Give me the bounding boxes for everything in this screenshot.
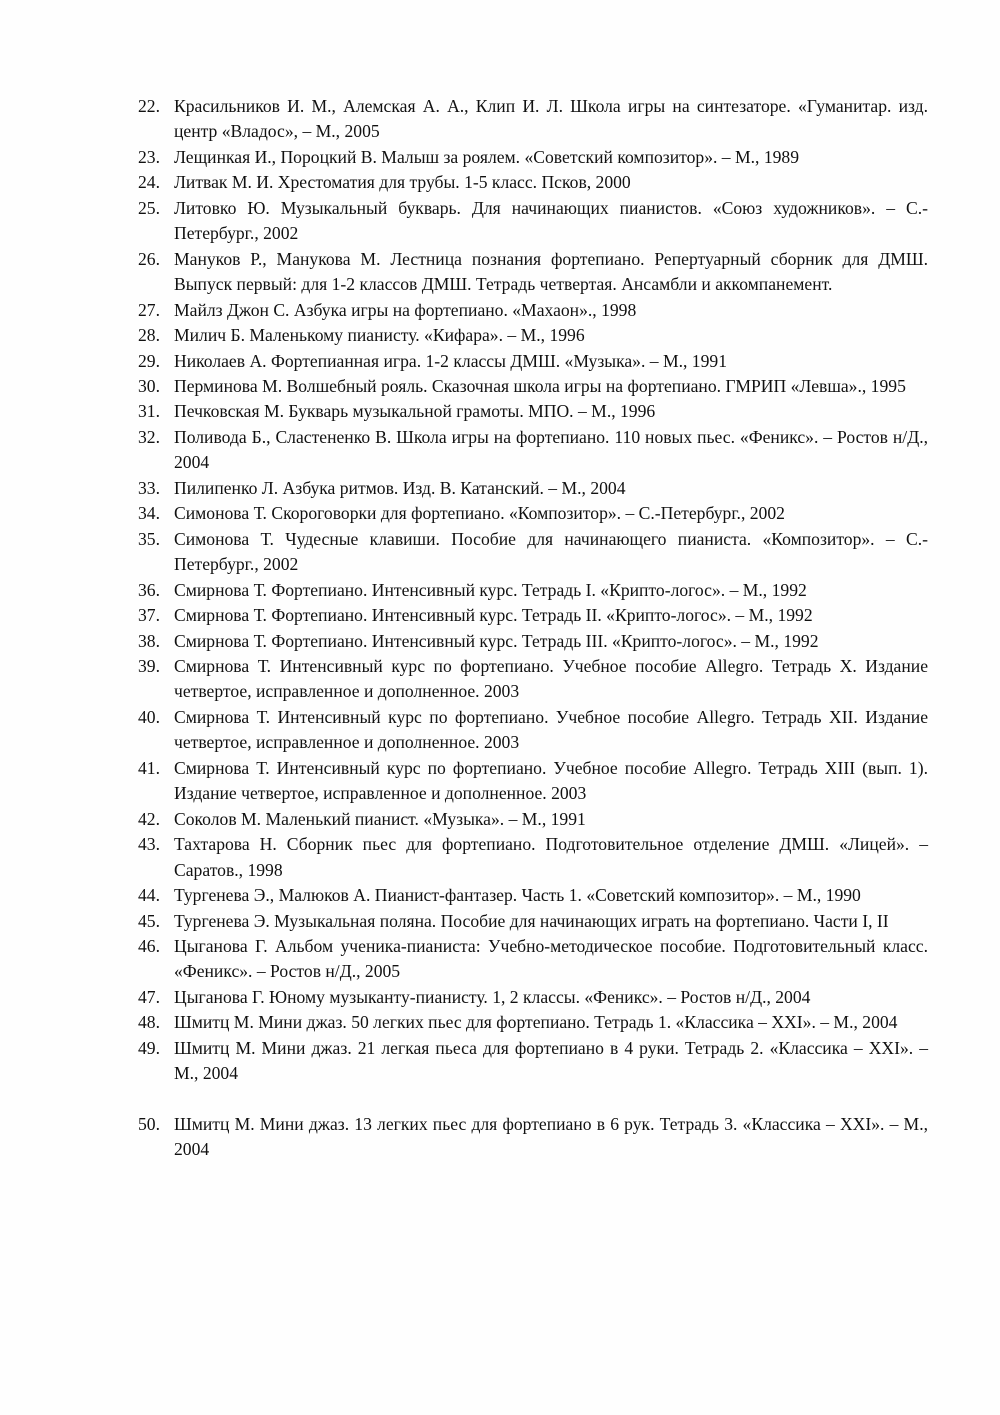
entry-number: 28. — [138, 325, 160, 346]
entry-number: 29. — [138, 350, 160, 371]
entry-number: 44. — [138, 885, 160, 906]
entry-text: Печковская М. Букварь музыкальной грамоты. МПО. – М., 1996 — [174, 401, 656, 422]
entry-number: 34. — [138, 503, 160, 524]
entry-text: Литвак М. И. Хрестоматия для трубы. 1-5 класс. Псков, 2000 — [174, 172, 631, 193]
entry-number: 43. — [138, 834, 160, 855]
entry-number: 35. — [138, 528, 160, 549]
entry-text: Лещинкая И., Пороцкий В. Малыш за роялем. «Советский композитор». – М., 1989 — [174, 146, 800, 167]
bibliography-entry — [138, 629, 928, 654]
bibliography-entry — [138, 832, 928, 883]
bibliography-entry — [138, 298, 928, 323]
bibliography-entry — [138, 501, 928, 526]
entry-text: Тахтарова Н. Сборник пьес для фортепиано. Подготовительное отделение ДМШ. «Лицей». – Саратов., 1998 — [174, 834, 928, 880]
entry-text: Майлз Джон С. Азбука игры на фортепиано. «Махаон»., 1998 — [174, 299, 637, 320]
entry-number: 46. — [138, 935, 160, 956]
entry-number: 41. — [138, 757, 160, 778]
bibliography-entry — [138, 374, 928, 399]
bibliography-list — [138, 94, 928, 1163]
entry-number: 42. — [138, 808, 160, 829]
bibliography-entry — [138, 578, 928, 603]
bibliography-entry — [138, 705, 928, 756]
entry-text: Смирнова Т. Фортепиано. Интенсивный курс. Тетрадь I. «Крипто-логос». – М., 1992 — [174, 579, 807, 600]
bibliography-entry — [138, 909, 928, 934]
entry-text: Шмитц М. Мини джаз. 21 легкая пьеса для фортепиано в 4 руки. Тетрадь 2. «Классика – XXI». – М., 2004 — [174, 1037, 928, 1084]
bibliography-entry — [138, 654, 928, 705]
bibliography-entry — [138, 170, 928, 195]
bibliography-entry — [138, 145, 928, 170]
entry-number: 27. — [138, 299, 160, 320]
entry-text: Николаев А. Фортепианная игра. 1-2 классы ДМШ. «Музыка». – М., 1991 — [174, 350, 727, 371]
bibliography-entry — [138, 807, 928, 832]
entry-number: 36. — [138, 579, 160, 600]
entry-number: 26. — [138, 248, 160, 269]
entry-text: Перминова М. Волшебный рояль. Сказочная школа игры на фортепиано. ГМРИП «Левша»., 1995 — [174, 375, 906, 396]
entry-text: Смирнова Т. Фортепиано. Интенсивный курс. Тетрадь III. «Крипто-логос». – М., 1992 — [174, 630, 819, 651]
bibliography-entry — [138, 349, 928, 374]
entry-text: Тургенева Э., Малюков А. Пианист-фантазер. Часть 1. «Советский композитор». – М., 1990 — [174, 885, 861, 906]
entry-number: 30. — [138, 375, 160, 396]
entry-number: 47. — [138, 986, 160, 1007]
entry-text: Шмитц М. Мини джаз. 13 легких пьес для фортепиано в 6 рук. Тетрадь 3. «Классика – XXI». – М., 2004 — [174, 1113, 928, 1160]
entry-text: Тургенева Э. Музыкальная поляна. Пособие для начинающих играть на фортепиано. Части I, II — [174, 910, 889, 931]
bibliography-entry — [138, 1112, 928, 1163]
bibliography-entry — [138, 1036, 928, 1087]
entry-text: Симонова Т. Скороговорки для фортепиано. «Композитор». – С.-Петербург., 2002 — [174, 503, 785, 524]
entry-number: 25. — [138, 197, 160, 218]
bibliography-entry — [138, 425, 928, 476]
bibliography-entry — [138, 196, 928, 247]
bibliography-entry — [138, 883, 928, 908]
entry-number: 40. — [138, 706, 160, 727]
bibliography-entry — [138, 323, 928, 348]
entry-number: 48. — [138, 1012, 160, 1033]
entry-number: 24. — [138, 172, 160, 193]
entry-number: 23. — [138, 146, 160, 167]
entry-number: 49. — [138, 1037, 160, 1058]
entry-text: Шмитц М. Мини джаз. 50 легких пьес для фортепиано. Тетрадь 1. «Классика – XXI». – М., 2004 — [174, 1012, 898, 1033]
entry-text: Соколов М. Маленький пианист. «Музыка». – М., 1991 — [174, 808, 586, 829]
entry-number: 38. — [138, 630, 160, 651]
entry-text: Мануков Р., Манукова М. Лестница познания фортепиано. Репертуарный сборник для ДМШ. Выпуск первый: для 1-2 классов ДМШ. Тетрадь четвертая. Ансамбли и аккомпанемент. — [174, 248, 928, 295]
bibliography-entry — [138, 527, 928, 578]
entry-text: Поливода Б., Сластененко В. Школа игры на фортепиано. 110 новых пьес. «Феникс». – Ростов н/Д., 2004 — [174, 426, 928, 473]
entry-text: Пилипенко Л. Азбука ритмов. Изд. В. Катанский. – М., 2004 — [174, 477, 626, 498]
entry-text: Милич Б. Маленькому пианисту. «Кифара». – М., 1996 — [174, 325, 585, 346]
entry-number: 50. — [138, 1113, 160, 1134]
bibliography-entry — [138, 1010, 928, 1035]
entry-text: Смирнова Т. Интенсивный курс по фортепиано. Учебное пособие Allegro. Тетрадь XIII (вып. 1). Издание четвертое, исправленное и дополненное. 2003 — [174, 757, 928, 804]
bibliography-entry — [138, 603, 928, 628]
entry-text: Красильников И. М., Алемская А. А., Клип И. Л. Школа игры на синтезаторе. «Гуманитар. изд. центр «Владос», – М., 2005 — [174, 96, 928, 142]
bibliography-entry — [138, 934, 928, 985]
entry-text: Симонова Т. Чудесные клавиши. Пособие для начинающего пианиста. «Композитор». – С.-Петербург., 2002 — [174, 528, 928, 575]
entry-number: 37. — [138, 605, 160, 626]
entry-number: 45. — [138, 910, 160, 931]
entry-number: 32. — [138, 426, 160, 447]
entry-number: 39. — [138, 655, 160, 676]
entry-text: Цыганова Г. Альбом ученика-пианиста: Учебно-методическое пособие. Подготовительный класс. «Феникс». – Ростов н/Д., 2005 — [174, 935, 928, 982]
entry-text: Смирнова Т. Интенсивный курс по фортепиано. Учебное пособие Allegro. Тетрадь XII. Издание четвертое, исправленное и дополненное. 2003 — [174, 706, 928, 753]
entry-number: 22. — [138, 96, 160, 116]
entry-text: Литовко Ю. Музыкальный букварь. Для начинающих пианистов. «Союз художников». – С.-Петербург., 2002 — [174, 197, 928, 244]
bibliography-entry — [138, 476, 928, 501]
bibliography-entry — [138, 399, 928, 424]
entry-text: Смирнова Т. Интенсивный курс по фортепиано. Учебное пособие Allegro. Тетрадь X. Издание четвертое, исправленное и дополненное. 2003 — [174, 655, 928, 702]
entry-number: 33. — [138, 477, 160, 498]
entry-text: Цыганова Г. Юному музыканту-пианисту. 1, 2 классы. «Феникс». – Ростов н/Д., 2004 — [174, 986, 811, 1007]
bibliography-entry — [138, 985, 928, 1010]
bibliography-entry — [138, 756, 928, 807]
bibliography-entry — [138, 94, 928, 145]
bibliography-entry — [138, 247, 928, 298]
entry-text: Смирнова Т. Фортепиано. Интенсивный курс. Тетрадь II. «Крипто-логос». – М., 1992 — [174, 605, 813, 626]
entry-number: 31. — [138, 401, 160, 422]
